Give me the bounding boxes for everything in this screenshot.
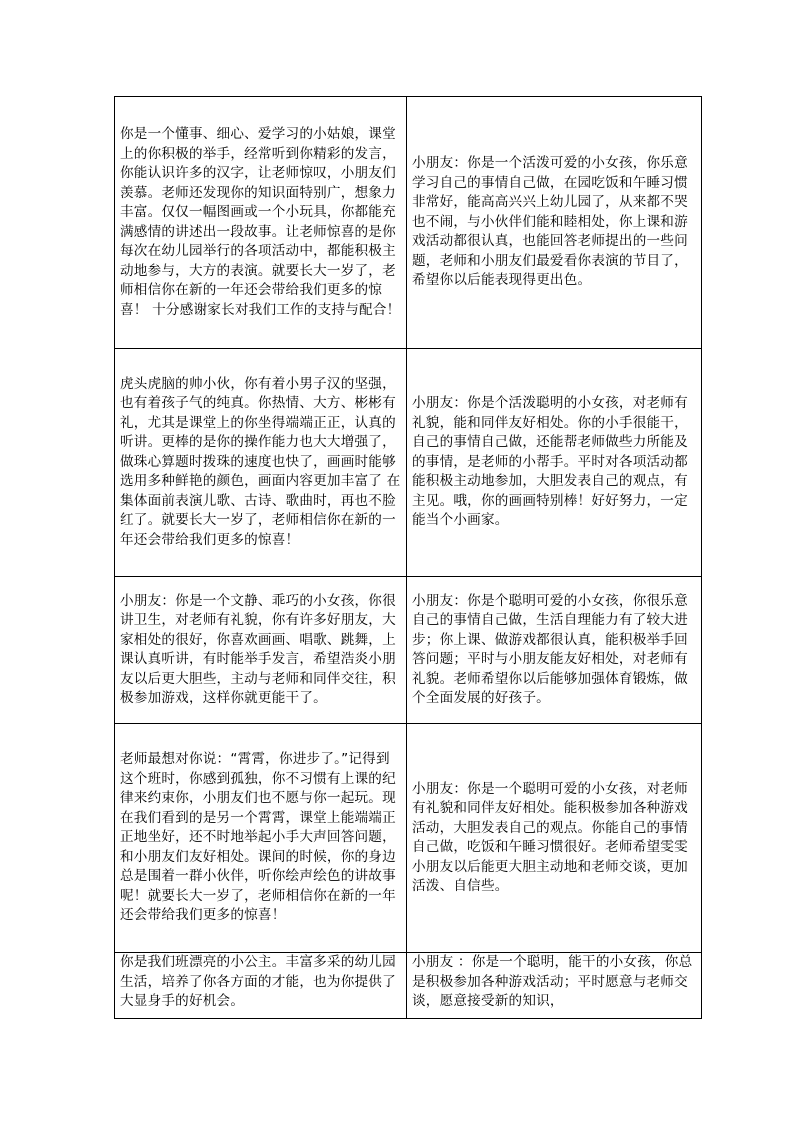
comment-text: 小朋友：你是一个聪明可爱的小女孩，对老师有礼貌和同伴友好相处。能积极参加各种游戏活动，大胆发表自己的观点。你能自己的事情自己做，吃饭和午睡习惯很好。老师希望雯雯小朋友以后能更大胆主动地和老师交谈，更加活泼、自信些。 [412,780,688,894]
comment-cell [115,349,407,577]
comment-cell [115,953,407,1019]
comment-text: 虎头虎脑的帅小伙，你有着小男子汉的坚强，也有着孩子气的纯真。你热情、大方、彬彬有礼，尤其是课堂上的你坐得端端正正，认真的听讲。更棒的是你的操作能力也大大增强了，做珠心算题时拨珠的速度也快了，画画时能够选用多种鲜艳的颜色，画面内容更加丰富了 在集体面前表演儿歌、古诗、歌曲时，再也不脸红了。就要长大一岁了，老师相信你在新的一年还会带给我们更多的惊喜！ [120,375,401,548]
comment-table [114,96,702,1019]
comment-cell [115,724,407,953]
comment-cell [407,577,702,724]
comment-text: 你是我们班漂亮的小公主。丰富多采的幼儿园生活，培养了你各方面的才能，也为你提供了大显身手的好机会。 [120,954,396,1009]
comment-cell [407,724,702,953]
comment-cell [115,577,407,724]
comment-cell [115,97,407,349]
comment-text: 小朋友：你是个聪明可爱的小女孩，你很乐意自己的事情自己做，生活自理能力有了较大进步；你上课、做游戏都很认真，能积极举手回答问题；平时与小朋友能友好相处，对老师有礼貌。老师希望你以后能够加强体育锻炼，做个全面发展的好孩子。 [412,592,688,706]
comment-text: 你是一个懂事、细心、爱学习的小姑娘，课堂上的你积极的举手，经常听到你精彩的发言，你能认识许多的汉字，让老师惊叹，小朋友们羡慕。老师还发现你的知识面特别广，想象力丰富。仅仅一幅图画或一个小玩具，你都能充满感情的讲述出一段故事。让老师惊喜的是你每次在幼儿园举行的各项活动中，都能积极主动地参与，大方的表演。就要长大一岁了，老师相信你在新的一年还会带给我们更多的惊喜！ 十分感谢家长对我们工作的支持与配合！ [120,126,401,318]
comment-text: 老师最想对你说：“霄霄，你进步了。”记得到这个班时，你感到孤独，你不习惯有上课的纪律来约束你，小朋友们也不愿与你一起玩。现在我们看到的是另一个霄霄，课堂上能端端正正地坐好，还不时地举起小手大声回答问题，和小朋友们友好相处。课间的时候，你的身边总是围着一群小伙伴，听你绘声绘色的讲故事呢！就要长大一岁了，老师相信你在新的一年还会带给我们更多的惊喜！ [120,751,396,924]
comment-cell [407,97,702,349]
comment-text: 小朋友：你是一个文静、乖巧的小女孩，你很讲卫生，对老师有礼貌，你有许多好朋友，大家相处的很好，你喜欢画画、唱歌、跳舞，上课认真听讲，有时能举手发言，希望浩炎小朋友以后更大胆些，主动与老师和同伴交往，积极参加游戏，这样你就更能干了。 [120,592,396,706]
comment-cell [407,953,702,1019]
comment-text: 小朋友：你是一个活泼可爱的小女孩，你乐意学习自己的事情自己做，在园吃饭和午睡习惯非常好，能高高兴兴上幼儿园了，从来都不哭也不闹，与小伙伴们能和睦相处，你上课和游戏活动都很认真，也能回答老师提出的一些问题，老师和小朋友们最爱看你表演的节目了，希望你以后能表现得更出色。 [412,155,688,289]
comment-cell [407,349,702,577]
table-row [115,724,702,953]
table-row [115,97,702,349]
table-row [115,577,702,724]
table-row [115,349,702,577]
comment-text: 小朋友：你是个活泼聪明的小女孩，对老师有礼貌，能和同伴友好相处。你的小手很能干，自己的事情自己做，还能帮老师做些力所能及的事情，是老师的小帮手。平时对各项活动都能积极主动地参加，大胆发表自己的观点，有主见。哦，你的画画特别棒！好好努力，一定能当个小画家。 [412,395,688,529]
table-row [115,953,702,1019]
comment-text: 小朋友 ：你是一个聪明，能干的小女孩，你总是积极参加各种游戏活动；平时愿意与老师交谈，愿意接受新的知识， [412,954,693,1009]
